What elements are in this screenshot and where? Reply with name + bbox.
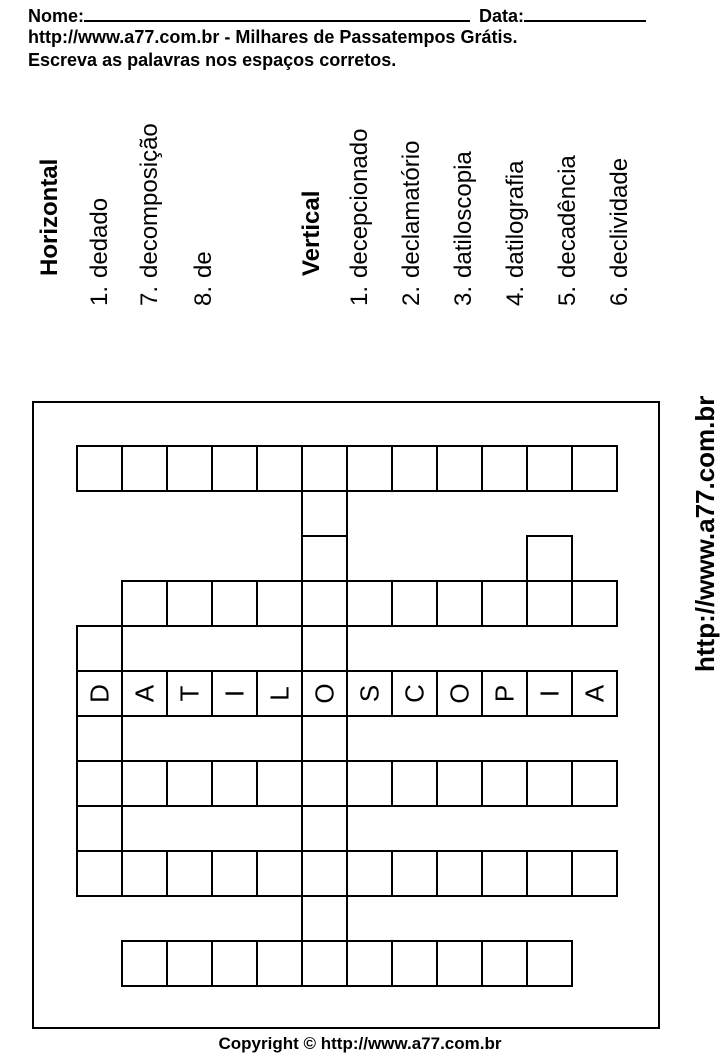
clue-vertical-1: 1.decepcionado: [346, 128, 373, 306]
crossword-cell[interactable]: [122, 446, 167, 491]
crossword-cell[interactable]: [212, 446, 257, 491]
name-label: Nome:: [28, 6, 85, 26]
cell-letter: C: [399, 684, 430, 703]
crossword-cell[interactable]: [167, 761, 212, 806]
crossword-cell[interactable]: [527, 851, 572, 896]
cell-letter: S: [354, 684, 385, 703]
crossword-cell[interactable]: [302, 446, 347, 491]
crossword-cell[interactable]: [302, 806, 347, 851]
crossword-cell[interactable]: [527, 761, 572, 806]
crossword-cell[interactable]: [392, 581, 437, 626]
crossword-cell[interactable]: [572, 761, 617, 806]
crossword-cell[interactable]: [212, 761, 257, 806]
crossword-cell[interactable]: [437, 761, 482, 806]
cell-letter: O: [444, 683, 475, 704]
crossword-cell[interactable]: [167, 851, 212, 896]
crossword-cell[interactable]: [167, 941, 212, 986]
cell-letter: I: [219, 689, 250, 698]
crossword-cell[interactable]: [527, 581, 572, 626]
crossword-cell[interactable]: [122, 761, 167, 806]
date-label: Data:: [479, 6, 525, 26]
crossword-cell[interactable]: [302, 716, 347, 761]
crossword-cell[interactable]: [167, 446, 212, 491]
crossword-cell[interactable]: [257, 446, 302, 491]
clue-vertical-4: 4.datilografia: [502, 160, 529, 306]
crossword-cell[interactable]: [482, 851, 527, 896]
crossword-cell[interactable]: [122, 851, 167, 896]
cell-letter: I: [534, 689, 565, 698]
crossword-cell[interactable]: [527, 536, 572, 581]
crossword-cell[interactable]: [257, 581, 302, 626]
clue-horizontal-1: 1.dedado: [86, 197, 113, 306]
crossword-cell[interactable]: [77, 761, 122, 806]
crossword-cell[interactable]: [527, 941, 572, 986]
crossword-cell[interactable]: [302, 491, 347, 536]
clue-vertical-2: 2.declamatório: [398, 140, 425, 306]
side-url: http://www.a77.com.br: [690, 395, 720, 672]
clue-vertical-3: 3.datiloscopia: [450, 151, 477, 306]
horizontal-title: Horizontal: [36, 158, 63, 276]
crossword-cell[interactable]: [347, 851, 392, 896]
instruction: Escreva as palavras nos espaços corretos.: [28, 50, 397, 70]
crossword-cell[interactable]: [572, 446, 617, 491]
crossword-cell[interactable]: [212, 581, 257, 626]
cell-letter: A: [129, 684, 160, 703]
crossword-cell[interactable]: [347, 581, 392, 626]
crossword-cell[interactable]: [122, 581, 167, 626]
crossword-cell[interactable]: [482, 761, 527, 806]
cell-letter: P: [489, 684, 520, 703]
crossword-cell[interactable]: [77, 716, 122, 761]
cell-letter: T: [174, 685, 205, 702]
crossword-cell[interactable]: [482, 446, 527, 491]
crossword-cell[interactable]: [572, 581, 617, 626]
crossword-cell[interactable]: [392, 446, 437, 491]
cell-letter: L: [264, 686, 295, 701]
crossword-cell[interactable]: [122, 941, 167, 986]
crossword-cell[interactable]: [212, 941, 257, 986]
copyright-footer: Copyright © http://www.a77.com.br: [218, 1034, 502, 1053]
crossword-cell[interactable]: [437, 851, 482, 896]
clue-horizontal-8: 8.de: [190, 251, 217, 306]
crossword-cell[interactable]: [392, 761, 437, 806]
crossword-cell[interactable]: [392, 941, 437, 986]
cell-letter: D: [84, 684, 115, 703]
crossword-cell[interactable]: [302, 851, 347, 896]
crossword-cell[interactable]: [347, 446, 392, 491]
crossword-cell[interactable]: [77, 446, 122, 491]
crossword-cell[interactable]: [302, 941, 347, 986]
crossword-cell[interactable]: [77, 806, 122, 851]
crossword-cell[interactable]: [302, 536, 347, 581]
crossword-cell[interactable]: [302, 626, 347, 671]
clue-vertical-6: 6.declividade: [606, 157, 633, 306]
cell-letter: A: [579, 684, 610, 703]
crossword-cell[interactable]: [257, 761, 302, 806]
crossword-cell[interactable]: [482, 581, 527, 626]
crossword-cell[interactable]: [347, 761, 392, 806]
crossword-cell[interactable]: [212, 851, 257, 896]
crossword-cell[interactable]: [302, 581, 347, 626]
crossword-cell[interactable]: [437, 581, 482, 626]
crossword-cell[interactable]: [77, 626, 122, 671]
vertical-title: Vertical: [298, 190, 325, 276]
crossword-cell[interactable]: [257, 941, 302, 986]
crossword-cell[interactable]: [482, 941, 527, 986]
crossword-cell[interactable]: [302, 896, 347, 941]
cell-letter: O: [309, 683, 340, 704]
crossword-cell[interactable]: [167, 581, 212, 626]
crossword-cell[interactable]: [302, 761, 347, 806]
crossword-cell[interactable]: [257, 851, 302, 896]
crossword-cell[interactable]: [347, 941, 392, 986]
site-line: http://www.a77.com.br - Milhares de Passatempos Grátis.: [28, 27, 518, 47]
crossword-cell[interactable]: [527, 446, 572, 491]
clue-vertical-5: 5.decadência: [554, 155, 581, 306]
crossword-cell[interactable]: [392, 851, 437, 896]
crossword-cell[interactable]: [437, 446, 482, 491]
clue-horizontal-7: 7.decomposição: [136, 123, 163, 306]
crossword-cell[interactable]: [77, 851, 122, 896]
crossword-cell[interactable]: [572, 851, 617, 896]
crossword-cell[interactable]: [437, 941, 482, 986]
